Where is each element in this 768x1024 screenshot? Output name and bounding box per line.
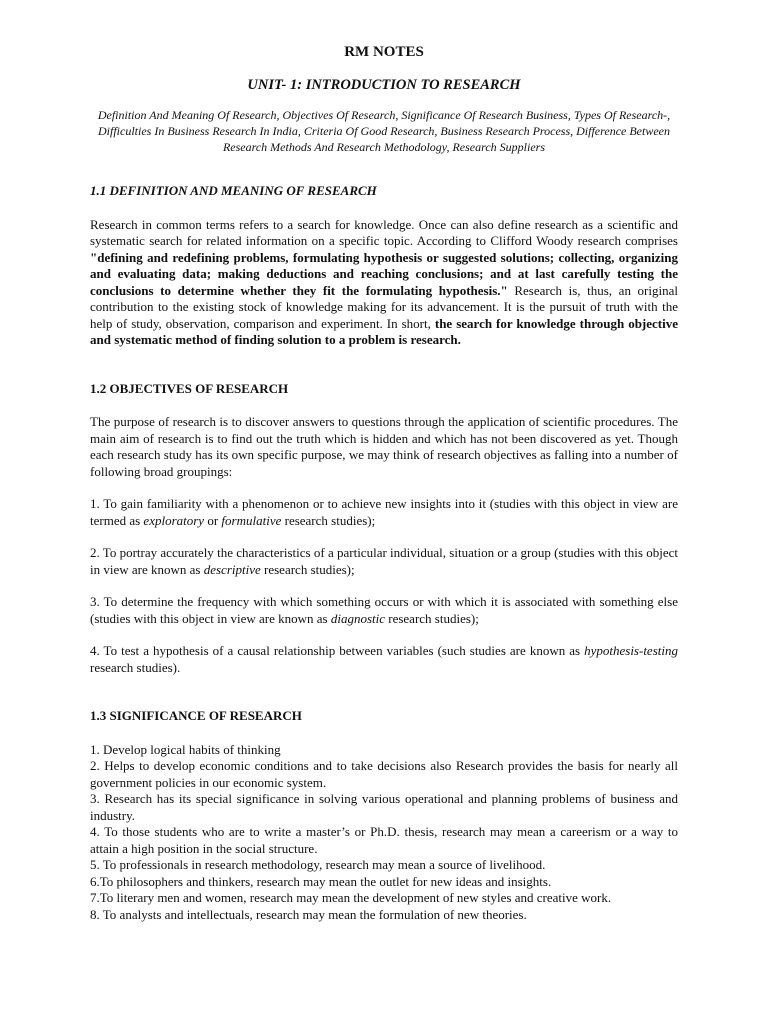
unit-topics: Definition And Meaning Of Research, Objectives Of Research, Significance Of Research Business, Types Of Research-, Difficulties In Business Research In India, Criteria Of Good Research, Business Research Process, Difference Between Research Methods And Research Methodology, Research Suppliers xyxy=(97,108,671,154)
definition-text-1: Research in common terms refers to a search for knowledge. Once can also define research as a scientific and systematic search for related information on a specific topic. According to Clifford Woody research comprises xyxy=(90,216,678,248)
section-1-2-heading: 1.2 OBJECTIVES OF RESEARCH xyxy=(90,380,289,396)
section-1-1-heading: 1.1 DEFINITION AND MEANING OF RESEARCH xyxy=(90,183,377,198)
term-hypothesis-testing: hypothesis-testing xyxy=(584,643,678,658)
document-title: RM NOTES xyxy=(344,44,424,60)
term-diagnostic: diagnostic xyxy=(330,610,385,626)
term-descriptive: descriptive xyxy=(203,561,261,577)
objective-3-text: 3. To determine the frequency with which something occurs or with which it is associated with something else (studies with this object in view are known as xyxy=(90,594,678,626)
objective-2-end: research studies); xyxy=(260,561,355,577)
list-item: 6.To philosophers and thinkers, research may mean the outlet for new ideas and insights. xyxy=(90,873,552,889)
list-item: 5. To professionals in research methodology, research may mean a source of livelihood. xyxy=(90,857,546,872)
definition-paragraph xyxy=(90,217,678,349)
objective-4-text: 4. To test a hypothesis of a causal relationship between variables (such studies are known as xyxy=(90,643,585,658)
term-exploratory: exploratory xyxy=(143,512,205,528)
objective-2-text: 2. To portray accurately the characteristics of a particular individual, situation or a group (studies with this object in view are known as xyxy=(90,545,678,577)
definition-summary: the search for knowledge through objective and systematic method of finding solution to a problem is research. xyxy=(90,315,678,347)
woody-definition: "defining and redefining problems, formulating hypothesis or suggested solutions; collecting, organizing and evaluating data; making deductions and reaching conclusions; and at last carefully testing the conclusions to determine whether they fit the formulating hypothesis." xyxy=(90,249,678,298)
significance-list xyxy=(90,742,678,924)
objective-4-end: research studies). xyxy=(90,659,181,675)
list-item: 2. Helps to develop economic conditions and to take decisions also Research provides the basis for nearly all government policies in our economic system. xyxy=(90,758,678,790)
objectives-intro: The purpose of research is to discover answers to questions through the application of scientific procedures. The main aim of research is to find out the truth which is hidden and which has not been discovered as yet. Though each research study has its own specific purpose, we may think of research objectives as falling into a number of following broad groupings: xyxy=(90,414,678,479)
list-item: 4. To those students who are to write a master’s or Ph.D. thesis, research may mean a careerism or a way to attain a high position in the social structure. xyxy=(90,824,678,856)
list-item: 3. Research has its special significance in solving various operational and planning problems of business and industry. xyxy=(90,791,678,823)
objective-1-or: or xyxy=(204,512,222,528)
term-formulative: formulative xyxy=(221,512,282,528)
objective-1-end: research studies); xyxy=(281,512,376,528)
definition-text-2: Research is, thus, an original contribution to the existing stock of knowledge making for its advancement. It is the pursuit of truth with the help of study, observation, comparison and experiment. In short, xyxy=(90,282,678,331)
objective-3-end: research studies); xyxy=(385,610,479,626)
list-item: 7.To literary men and women, research may mean the development of new styles and creative work. xyxy=(90,890,612,905)
objective-1 xyxy=(90,496,678,529)
unit-heading: UNIT- 1: INTRODUCTION TO RESEARCH xyxy=(247,76,521,93)
objective-3 xyxy=(90,594,678,627)
objective-4 xyxy=(90,643,678,676)
section-1-3-heading: 1.3 SIGNIFICANCE OF RESEARCH xyxy=(90,708,302,723)
list-item: 1. Develop logical habits of thinking xyxy=(90,741,281,757)
list-item: 8. To analysts and intellectuals, research may mean the formulation of new theories. xyxy=(90,906,527,922)
objective-2 xyxy=(90,545,678,578)
objective-1-text: 1. To gain familiarity with a phenomenon or to achieve new insights into it (studies with this object in view are termed as xyxy=(90,496,678,528)
